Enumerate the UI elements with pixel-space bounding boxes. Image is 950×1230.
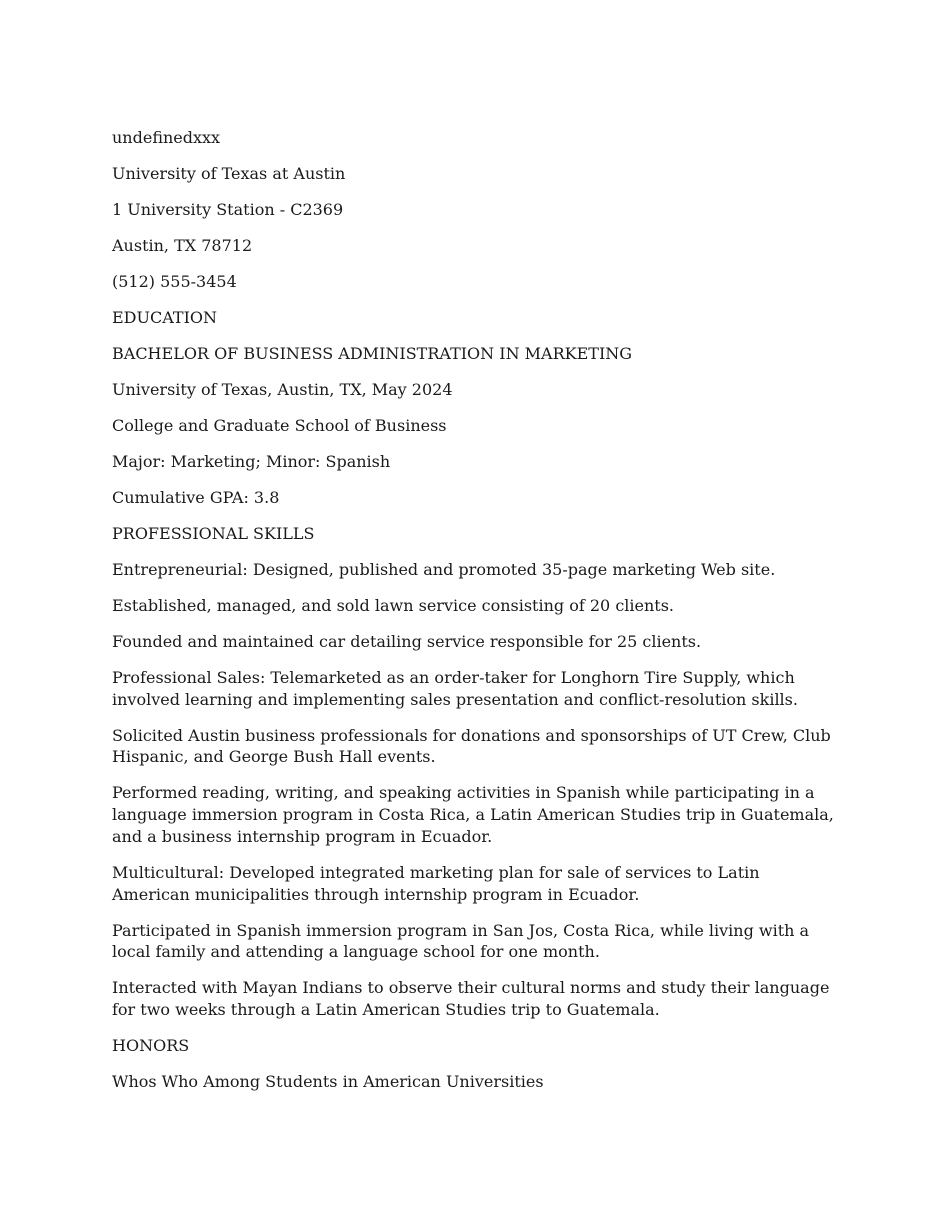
section-heading-education: EDUCATION (112, 308, 218, 327)
skill-paragraph: Founded and maintained car detailing service responsible for 25 clients. (112, 632, 702, 651)
section-heading-skills: PROFESSIONAL SKILLS (112, 524, 315, 543)
section-heading-honors: HONORS (112, 1035, 190, 1055)
phone-number: (512) 555-3454 (112, 272, 237, 291)
skill-paragraph: Participated in Spanish immersion program in San Jos, Costa Rica, while living with a local family and attending a language school for one month. (112, 920, 810, 962)
address-institution: University of Texas at Austin (112, 164, 346, 183)
header-name: undefinedxxx (112, 128, 221, 147)
degree-major-minor: Major: Marketing; Minor: Spanish (112, 452, 391, 471)
degree-college: College and Graduate School of Business (112, 416, 447, 435)
skill-paragraph: Professional Sales: Telemarketed as an order-taker for Longhorn Tire Supply, which involved learning and implementing sales presentation and conflict-resolution skills. (112, 668, 798, 709)
skill-paragraph: Multicultural: Developed integrated marketing plan for sale of services to Latin American municipalities through internship program in Ecuador. (112, 862, 760, 904)
degree-gpa: Cumulative GPA: 3.8 (112, 488, 280, 507)
address-street: 1 University Station - C2369 (112, 200, 344, 219)
degree-title: BACHELOR OF BUSINESS ADMINISTRATION IN MARKETING (112, 344, 633, 363)
skill-paragraph: Solicited Austin business professionals for donations and sponsorships of UT Crew, Club Hispanic, and George Bush Hall events. (112, 725, 831, 767)
skill-paragraph: Performed reading, writing, and speaking activities in Spanish while participating in a language immersion program in Costa Rica, a Latin American Studies trip in Guatemala, and a business internship program in Ecuador. (112, 783, 834, 846)
resume-document (112, 127, 842, 1107)
address-city: Austin, TX 78712 (112, 236, 253, 255)
honor-item: Whos Who Among Students in American Universities (112, 1071, 544, 1091)
skill-paragraph: Established, managed, and sold lawn service consisting of 20 clients. (112, 596, 675, 615)
skill-paragraph: Entrepreneurial: Designed, published and promoted 35-page marketing Web site. (112, 560, 776, 579)
degree-school-date: University of Texas, Austin, TX, May 2024 (112, 380, 453, 399)
skill-paragraph: Interacted with Mayan Indians to observe their cultural norms and study their language for two weeks through a Latin American Studies trip to Guatemala. (112, 978, 830, 1019)
